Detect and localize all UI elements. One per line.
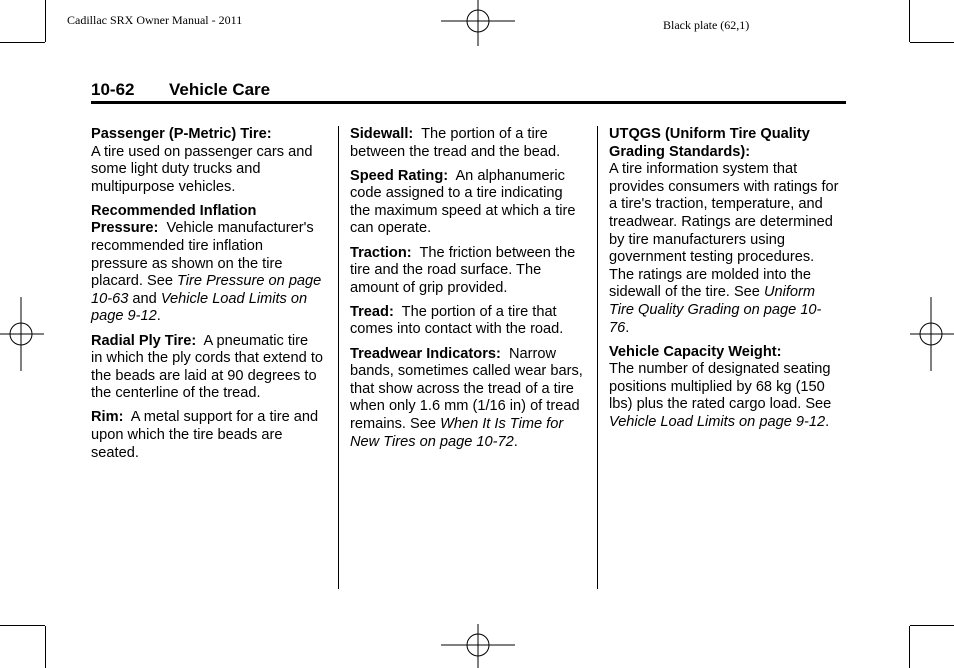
glossary-entry: Rim: A metal support for a tire and upon which the tire beads are seated. — [91, 409, 319, 461]
crop-mark — [45, 0, 46, 42]
glossary-definition: Narrow bands, sometimes called wear bars, that show across the tread of a tire when only 1.6 mm (1/16 in) of tread remains. — [350, 345, 583, 432]
cross-reference-link[interactable]: When It Is Time for New Tires on page 10-72 — [350, 415, 564, 450]
glossary-entry: Vehicle Capacity Weight: The number of designated seating positions multiplied by 68 kg (150 lbs) plus the rated cargo load. See Vehicle Load Limits on page 9-12. — [609, 343, 832, 430]
glossary-entry: Tread: The portion of a tire that comes into contact with the road. — [350, 303, 564, 338]
glossary-term: Recommended Inflation Pressure — [91, 202, 257, 237]
registration-mark-left — [0, 297, 44, 371]
crop-mark — [45, 626, 46, 668]
crop-mark — [909, 0, 910, 42]
column-divider — [597, 126, 598, 589]
registration-mark-top — [441, 0, 515, 46]
heading-rule — [91, 101, 846, 104]
glossary-term: UTQGS (Uniform Tire Quality Grading Standards) — [609, 126, 810, 160]
section-heading — [91, 80, 270, 100]
glossary-term: Treadwear Indicators — [350, 345, 496, 362]
cross-reference-link[interactable]: Tire Pressure on page 10-63 — [91, 273, 322, 307]
glossary-definition: The number of designated seating positions multiplied by 68 kg (150 lbs) plus the rated cargo load. See — [609, 361, 832, 413]
print-header-right: Black plate (62,1) — [663, 18, 750, 32]
glossary-entry: Speed Rating: An alphanumeric code assigned to a tire indicating the maximum speed at which a tire can operate. — [350, 167, 576, 237]
cross-reference-link[interactable]: Vehicle Load Limits on page 9-12 — [609, 414, 826, 430]
print-header-left: Cadillac SRX Owner Manual - 2011 — [67, 13, 243, 27]
cross-reference-link[interactable]: Uniform Tire Quality Grading on page 10-76 — [609, 284, 822, 336]
registration-mark-bottom — [441, 624, 515, 668]
glossary-definition: A tire used on passenger cars and some light duty trucks and multipurpose vehicles. — [91, 143, 313, 195]
glossary-definition: A metal support for a tire and upon which the tire beads are seated. — [91, 409, 319, 461]
glossary-term: Traction — [350, 244, 407, 261]
glossary-term: Rim — [91, 409, 119, 426]
glossary-entry: Radial Ply Tire: A pneumatic tire in which the ply cords that extend to the beads are laid at 90 degrees to the centerline of the tread. — [91, 332, 324, 402]
section-title: Vehicle Care — [169, 80, 271, 99]
glossary-entry: UTQGS (Uniform Tire Quality Grading Standards): A tire information system that provides consumers with ratings for a tire's traction, temperature, and treadwear. Ratings are determined by tire manufacturers using government testing procedures. The ratings are molded into the sidewall of the tire. See Uniform Tire Quality Grading on page 10-76. — [609, 126, 839, 336]
glossary-entry: Traction: The friction between the tire and the road surface. The amount of grip provided. — [350, 244, 576, 296]
glossary-term: Speed Rating — [350, 167, 444, 184]
glossary-term: Radial Ply Tire — [91, 332, 192, 349]
glossary-definition: The friction between the tire and the road surface. The amount of grip provided. — [350, 244, 576, 296]
glossary-term: Tread — [350, 303, 389, 320]
glossary-entry: Sidewall: The portion of a tire between the tread and the bead. — [350, 126, 561, 160]
glossary-entry: Treadwear Indicators: Narrow bands, sometimes called wear bars, that show across the tread of a tire when only 1.6 mm (1/16 in) of tread remains. See When It Is Time for New Tires on page 10-72. — [350, 345, 583, 450]
crop-mark — [909, 626, 910, 668]
glossary-definition: A pneumatic tire in which the ply cords that extend to the beads are laid at 90 degrees to the centerline of the tread. — [91, 332, 324, 402]
glossary-definition: The portion of a tire that comes into contact with the road. — [350, 303, 564, 338]
column-divider — [338, 126, 339, 589]
glossary-term: Vehicle Capacity Weight — [609, 343, 777, 360]
glossary-definition: An alphanumeric code assigned to a tire indicating the maximum speed at which a tire can operate. — [350, 167, 576, 237]
crop-mark — [0, 625, 45, 626]
crop-mark — [910, 42, 954, 43]
glossary-definition: The portion of a tire between the tread and the bead. — [350, 126, 561, 160]
glossary-entry: Passenger (P-Metric) Tire: A tire used on passenger cars and some light duty trucks and multipurpose vehicles. — [91, 126, 313, 195]
page-number: 10-62 — [91, 80, 135, 99]
column-2 — [350, 126, 586, 458]
crop-mark — [910, 625, 954, 626]
glossary-definition: Vehicle manufacturer's recommended tire inflation pressure as shown on the tire placard. — [91, 220, 314, 290]
glossary-term: Sidewall — [350, 126, 409, 142]
registration-mark-right — [910, 297, 954, 371]
column-3 — [609, 126, 841, 438]
glossary-term: Passenger (P-Metric) Tire — [91, 126, 267, 142]
glossary-entry: Recommended Inflation Pressure: Vehicle manufacturer's recommended tire inflation pressure as shown on the tire placard. See Tire Pressure on page 10-63 and Vehicle Load Limits on page 9-12. — [91, 202, 322, 325]
glossary-definition: A tire information system that provides consumers with ratings for a tire's traction, temperature, and treadwear. Ratings are determined by tire manufacturers using government testing procedures. The ratings are molded into the sidewall of the tire. — [609, 161, 839, 301]
column-1 — [91, 126, 323, 469]
cross-reference-link[interactable]: Vehicle Load Limits on page 9-12 — [91, 290, 308, 325]
crop-mark — [0, 42, 45, 43]
